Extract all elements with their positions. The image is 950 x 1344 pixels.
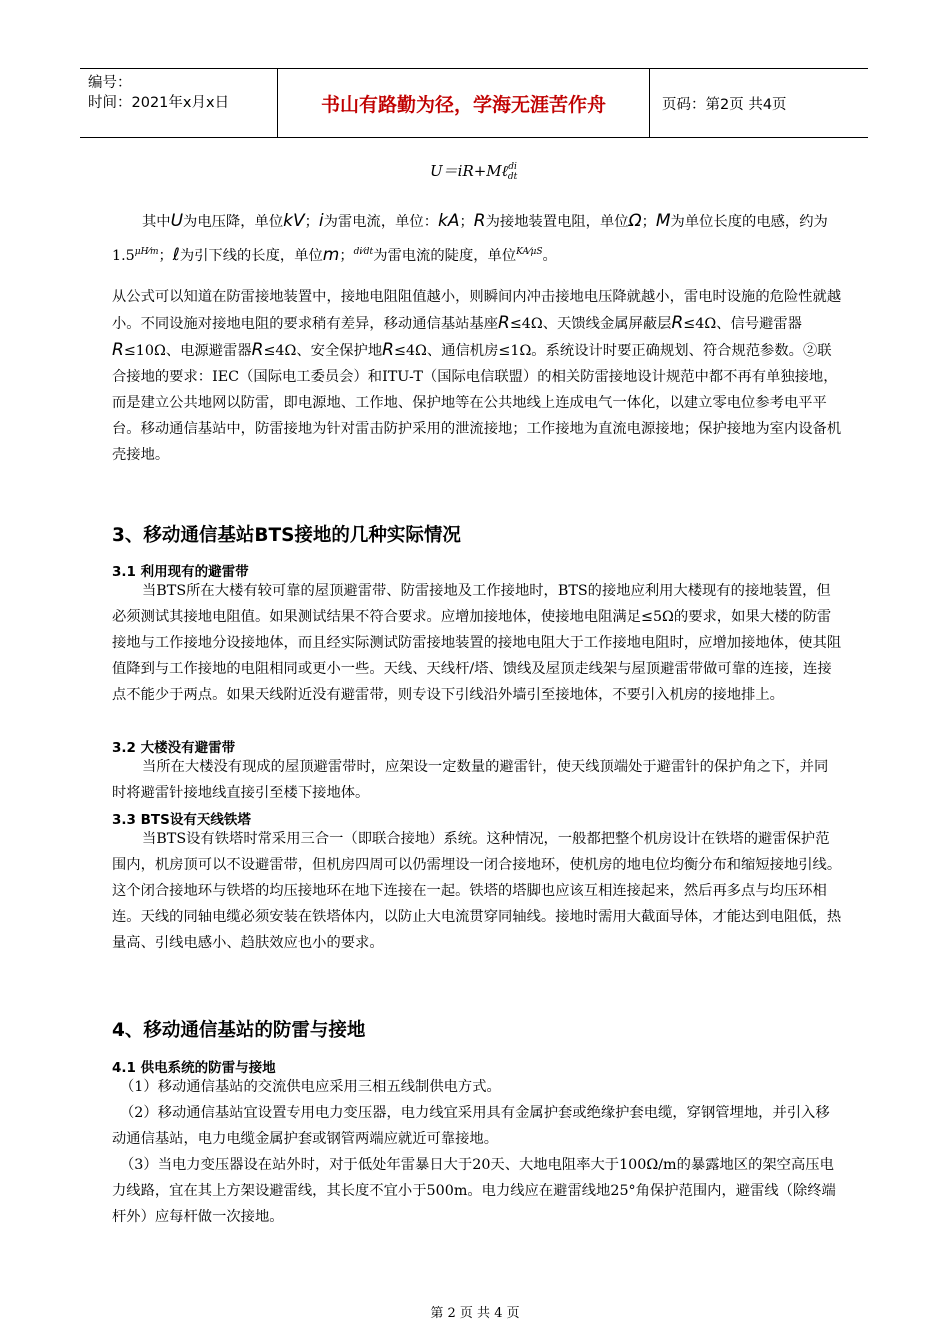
symbol-r: R xyxy=(473,211,486,231)
symbol-r: R xyxy=(251,340,264,360)
symbol-r: R xyxy=(498,313,510,333)
text: 其中 xyxy=(142,214,171,230)
text: 为电压降，单位 xyxy=(183,214,284,230)
text: 为雷电流，单位： xyxy=(323,214,439,230)
symbol-i: i xyxy=(318,211,324,231)
symbol-kv: kV xyxy=(283,211,305,231)
text: ≤4Ω、安全保护地 xyxy=(263,343,383,359)
page-footer: 第 2 页 共 4 页 xyxy=(430,1306,520,1321)
text: 。 xyxy=(542,247,557,264)
section-4-1-item-3: （3）当电力变压器设在站外时，对于低处年雷暴日大于20天、大地电阻率大于100Ω/m的暴露地区的架空高压电力线路，宜在其上方架设避雷线，其长度不宜小于500m。电力线应在避雷线地25°角保护范围内，避雷线（除终端杆外）应每杆做一次接地。 xyxy=(112,1157,836,1225)
symbol-ka-per-us: KA⁄μS xyxy=(516,247,543,257)
section-3-3-text: 当BTS设有铁塔时常采用三合一（即联合接地）系统。这种情况，一般都把整个机房设计在铁塔的避雷保护范围内，机房顶可以不设避雷带，但机房四周可以仍需埋设一闭合接地环，使机房的地电位均衡分布和缩短接地引线。这个闭合接地环与铁塔的均压接地环在地下连接在一起。铁塔的塔脚也应该互相连接起来，然后再多点与均压环相连。天线的同轴电缆必须安装在铁塔体内，以防止大电流贯穿同轴线。接地时需用大截面导体，才能达到电阻低，热量高、引线电感小、趋肤效应也小的要求。 xyxy=(112,831,842,951)
section-3-heading: 3、移动通信基站BTS接地的几种实际情况 xyxy=(112,525,461,546)
section-4-1-item-2: （2）移动通信基站宜设置专用电力变压器，电力线宜采用具有金属护套或绝缘护套电缆，穿钢管埋地，并引入移动通信基站，电力电缆金属护套或钢管两端应就近可靠接地。 xyxy=(112,1105,830,1147)
text: 从公式可以知道在防雷接地装置中，接地电阻阻值越小，则瞬间内冲击接地电压降就越小，雷电时设施的危险性就越小。不同设施对接地电阻的要求稍有差异，移动通信基站基座 xyxy=(112,289,842,332)
header-page-number: 页码：第2页 共4页 xyxy=(662,96,787,113)
header-motto: 书山有路勤为径，学海无涯苦作舟 xyxy=(278,69,650,137)
symbol-u: U xyxy=(170,211,184,231)
text: ； xyxy=(304,214,319,230)
symbol-l: ℓ xyxy=(172,244,180,265)
text: 为接地装置电阻，单位 xyxy=(485,214,629,230)
text: 为引下线的长度，单位 xyxy=(179,247,323,264)
text: 为单位长度的电感，约为 1.5 xyxy=(112,214,828,264)
formula-fraction xyxy=(508,162,517,182)
header-info-cell xyxy=(80,69,278,137)
symbol-uh-per-m: μH⁄m xyxy=(134,247,159,257)
voltage-formula xyxy=(430,160,517,182)
section-3-1-heading: 3.1 利用现有的避雷带 xyxy=(112,564,249,580)
header-table xyxy=(80,68,868,138)
symbol-definition-paragraph xyxy=(112,206,842,271)
text: ； xyxy=(641,214,656,230)
text: ； xyxy=(158,247,173,264)
section-3-1-text: 当BTS所在大楼有较可靠的屋顶避雷带、防雷接地及工作接地时，BTS的接地应利用大楼现有的接地装置，但必须测试其接地电阻值。如果测试结果不符合要求。应增加接地体，使接地电阻满足≤5Ω的要求，如果大楼的防雷接地与工作接地分设接地体，而且经实际测试防雷接地装置的接地电阻大于工作接地电阻时，应增加接地体，使其阻值降到与工作接地的电阻相同或更小一些。天线、天线杆/塔、馈线及屋顶走线架与屋顶避雷带做可靠的连接，连接点不能少于两点。如果天线附近没有避雷带，则专设下引线沿外墙引至接地体，不要引入机房的接地排上。 xyxy=(112,583,842,703)
text: 为雷电流的陡度，单位 xyxy=(373,247,517,264)
section-4-1-heading: 4.1 供电系统的防雷与接地 xyxy=(112,1060,276,1076)
symbol-meter: m xyxy=(322,244,340,265)
symbol-di-dt: di⁄dt xyxy=(353,247,374,257)
section-3-3-heading: 3.3 BTS设有天线铁塔 xyxy=(112,812,251,828)
header-number: 编号： xyxy=(88,75,132,91)
section-4-heading: 4、移动通信基站的防雷与接地 xyxy=(112,1020,366,1041)
formula-frac-num: di xyxy=(508,162,517,172)
symbol-ohm: Ω xyxy=(628,211,642,231)
symbol-m-inductance: M xyxy=(655,211,671,231)
formula-lhs: U＝iR+Mℓ xyxy=(430,162,508,180)
symbol-r: R xyxy=(382,340,394,360)
header-date: 时间：2021年x月x日 xyxy=(88,95,230,111)
text: ≤10Ω、电源避雷器 xyxy=(123,343,252,359)
text: ≤4Ω、信号避雷器 xyxy=(683,316,802,332)
text: ≤4Ω、天馈线金属屏蔽层 xyxy=(509,316,672,332)
section-3-2-heading: 3.2 大楼没有避雷带 xyxy=(112,740,236,756)
text: ； xyxy=(459,214,474,230)
section-3-2-text: 当所在大楼没有现成的屋顶避雷带时，应架设一定数量的避雷针，使天线顶端处于避雷针的保护角之下，并同时将避雷针接地线直接引至楼下接地体。 xyxy=(112,759,829,801)
symbol-ka: kA xyxy=(438,211,460,231)
formula-frac-den: dt xyxy=(507,172,518,182)
section-4-1-item-1: （1）移动通信基站的交流供电应采用三相五线制供电方式。 xyxy=(120,1079,501,1095)
symbol-r: R xyxy=(112,340,124,360)
grounding-requirements-paragraph xyxy=(112,284,842,468)
text: ≤4Ω、通信机房≤1Ω。系统设计时要正确规划、符合规范参数。②联合接地的要求：IEC（国际电工委员会）和ITU-T（国际电信联盟）的相关防雷接地设计规范中都不再有单独接地，而是建立公共地网以防雷，即电源地、工作地、保护地等在公共地线上连成电气一体化，以建立零电位参考电平平台。移动通信基站中，防雷接地为针对雷击防护采用的泄流接地；工作接地为直流电源接地；保护接地为室内设备机壳接地。 xyxy=(112,343,842,463)
symbol-r: R xyxy=(671,313,684,333)
text: ； xyxy=(339,247,354,264)
